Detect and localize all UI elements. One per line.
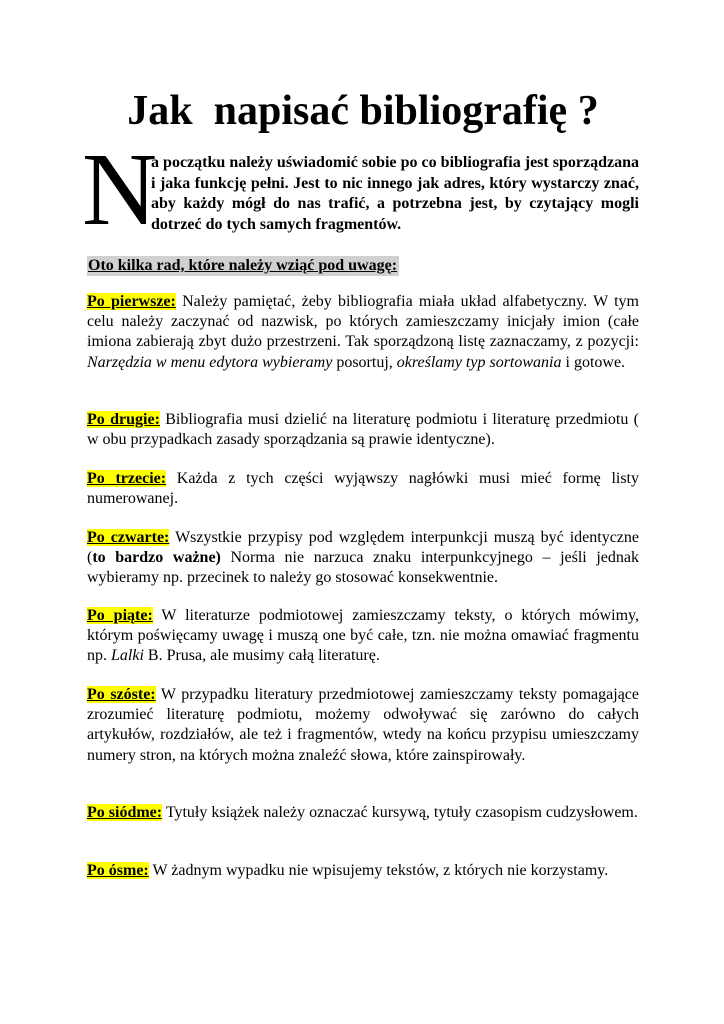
rule-7: [87, 803, 639, 823]
rule-italic: Lalki: [111, 647, 144, 665]
rule-text: Norma nie narzuca znaku interpunkcyjnego – jeśli jednak wybieramy np. przecinek to należy go stosować konsekwentnie.: [87, 549, 639, 587]
rule-label: Po drugie:: [87, 411, 160, 428]
drop-cap: N: [82, 132, 158, 247]
rule-bold: to bardzo ważne): [92, 549, 221, 567]
advice-heading: Oto kilka rad, które należy wziąć pod uwagę:: [88, 257, 398, 274]
rule-text: Każda z tych części wyjąwszy nagłówki musi mieć formę listy numerowanej.: [87, 470, 640, 508]
rule-text: posortuj,: [332, 353, 397, 371]
rule-text: i gotowe.: [561, 353, 626, 371]
rule-text: Wszystkie przypisy pod względem interpunkcji muszą być identyczne (: [87, 529, 640, 567]
rule-italic: określamy typ sortowania: [396, 353, 562, 371]
intro-paragraph: [82, 132, 639, 248]
page-title: Jak napisać bibliografię ?: [127, 88, 599, 134]
rule-8: [87, 861, 639, 881]
rule-label: Po pierwsze:: [87, 293, 176, 310]
rule-3: [87, 469, 639, 509]
rule-label: Po czwarte:: [87, 529, 170, 546]
rule-label: Po ósme:: [87, 862, 149, 879]
rule-text: Tytuły książek należy oznaczać kursywą, tytuły czasopism cudzysłowem.: [162, 804, 638, 821]
rule-label: Po piąte:: [87, 607, 153, 624]
rule-text: Należy pamiętać, żeby bibliografia miała układ alfabetyczny. W tym celu należy zaczynać od nazwisk, po których zamieszczamy inicjały imion (całe imiona zabierają zbyt dużo przestrzeni. Tak sporządzoną listę zaznaczamy, z pozycji:: [87, 293, 640, 351]
rule-1: [87, 292, 639, 373]
rule-4: [87, 528, 639, 589]
rule-italic: Narzędzia w menu edytora wybieramy: [87, 353, 333, 371]
rule-label: Po trzecie:: [87, 470, 167, 487]
rule-label: Po szóste:: [87, 686, 156, 703]
rule-text: W żadnym wypadku nie wpisujemy tekstów, z których nie korzystamy.: [148, 862, 609, 879]
rule-text: W przypadku literatury przedmiotowej zamieszczamy teksty pomagające zrozumieć literaturę podmiotu, możemy odwoływać się zarówno do całych artykułów, rozdziałów, ale też i fragmentów, wtedy na końcu przypisu umieszczamy numery stron, na których można znaleźć słowa, które zainspirowały.: [87, 686, 639, 764]
rule-text: Bibliografia musi dzielić na literaturę podmiotu i literaturę przedmiotu ( w obu przypadkach zasady sporządzania są prawie identyczne).: [87, 411, 640, 449]
rule-label: Po siódme:: [87, 804, 163, 821]
rule-text: B. Prusa, ale musimy całą literaturę.: [143, 647, 380, 665]
rule-2: [87, 410, 639, 450]
intro-text: a początku należy uświadomić sobie po co bibliografia jest sporządzana i jaka funkcję pełni. Jest to nic innego jak adres, który wystarczy znać, aby każdy mógł do nas trafić, a potrzebna jest, by czytający mogli dotrzeć do tych samych fragmentów.: [151, 154, 639, 233]
rule-5: [87, 606, 639, 667]
rule-6: [87, 685, 639, 766]
rule-text: W literaturze podmiotowej zamieszczamy teksty, o których mówimy, którym poświęcamy uwagę i muszą one być całe, tzn. nie można omawiać fragmentu np.: [87, 607, 640, 665]
